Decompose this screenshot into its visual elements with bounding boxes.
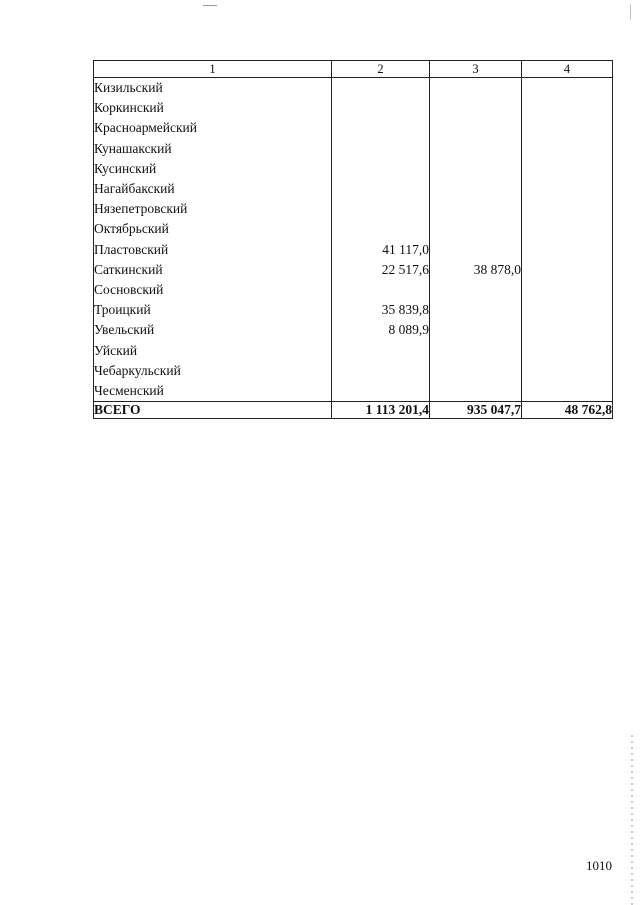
district-name: Увельский [94,320,332,340]
district-name: Кусинский [94,159,332,179]
column-header-4: 4 [522,61,613,78]
value-col3 [430,361,522,381]
table-header-row [94,61,613,78]
value-col2 [332,199,430,219]
value-col2 [332,179,430,199]
value-col2 [332,78,430,99]
value-col2 [332,381,430,402]
value-col2 [332,159,430,179]
value-col4 [522,118,613,138]
value-col4 [522,260,613,280]
district-name: Кунашакский [94,139,332,159]
district-name: Сосновский [94,280,332,300]
table-row [94,199,613,219]
table-row [94,260,613,280]
total-row [94,402,613,419]
value-col3 [430,240,522,260]
value-col3 [430,118,522,138]
budget-table [93,60,613,419]
table-row [94,219,613,239]
column-header-3: 3 [430,61,522,78]
district-name: Красноармейский [94,118,332,138]
value-col4 [522,78,613,99]
value-col4 [522,341,613,361]
value-col2 [332,361,430,381]
page-number: 1010 [586,858,612,873]
column-header-2: 2 [332,61,430,78]
district-name: Кизильский [94,78,332,99]
value-col4 [522,98,613,118]
value-col3 [430,159,522,179]
scan-artifact-top [203,5,217,6]
value-col2 [332,280,430,300]
value-col4 [522,240,613,260]
total-label: ВСЕГО [94,402,332,419]
district-name: Пластовский [94,240,332,260]
table-row [94,98,613,118]
value-col4 [522,300,613,320]
table-row [94,240,613,260]
value-col4 [522,159,613,179]
table-row [94,118,613,138]
value-col3 [430,179,522,199]
table-row [94,78,613,99]
district-name: Чебаркульский [94,361,332,381]
value-col4 [522,179,613,199]
district-name: Нязепетровский [94,199,332,219]
district-name: Коркинский [94,98,332,118]
value-col4 [522,361,613,381]
value-col2 [332,341,430,361]
value-col4 [522,381,613,402]
table-row [94,179,613,199]
total-col2: 1 113 201,4 [332,402,430,419]
table-row [94,300,613,320]
scan-artifact-right [630,4,631,20]
district-name: Октябрьский [94,219,332,239]
value-col4 [522,320,613,340]
table-row [94,341,613,361]
district-name: Чесменский [94,381,332,402]
value-col3 [430,280,522,300]
value-col3 [430,78,522,99]
table-row [94,361,613,381]
value-col2 [332,139,430,159]
value-col3 [430,139,522,159]
value-col4 [522,219,613,239]
value-col2 [332,98,430,118]
total-col4: 48 762,8 [522,402,613,419]
table-row [94,280,613,300]
value-col2 [332,118,430,138]
value-col3 [430,381,522,402]
value-col2: 41 117,0 [332,240,430,260]
district-name: Саткинский [94,260,332,280]
district-name: Троицкий [94,300,332,320]
value-col2: 8 089,9 [332,320,430,340]
table-row [94,139,613,159]
column-header-1: 1 [94,61,332,78]
value-col3 [430,320,522,340]
value-col2: 35 839,8 [332,300,430,320]
district-name: Уйский [94,341,332,361]
table-row [94,159,613,179]
value-col3 [430,341,522,361]
value-col4 [522,139,613,159]
total-col3: 935 047,7 [430,402,522,419]
table-body [94,78,613,402]
value-col3 [430,199,522,219]
value-col4 [522,199,613,219]
value-col3: 38 878,0 [430,260,522,280]
value-col3 [430,219,522,239]
scan-edge-artifact [631,735,633,905]
table-row [94,381,613,402]
value-col4 [522,280,613,300]
value-col2: 22 517,6 [332,260,430,280]
table-row [94,320,613,340]
value-col3 [430,300,522,320]
value-col2 [332,219,430,239]
value-col3 [430,98,522,118]
district-name: Нагайбакский [94,179,332,199]
